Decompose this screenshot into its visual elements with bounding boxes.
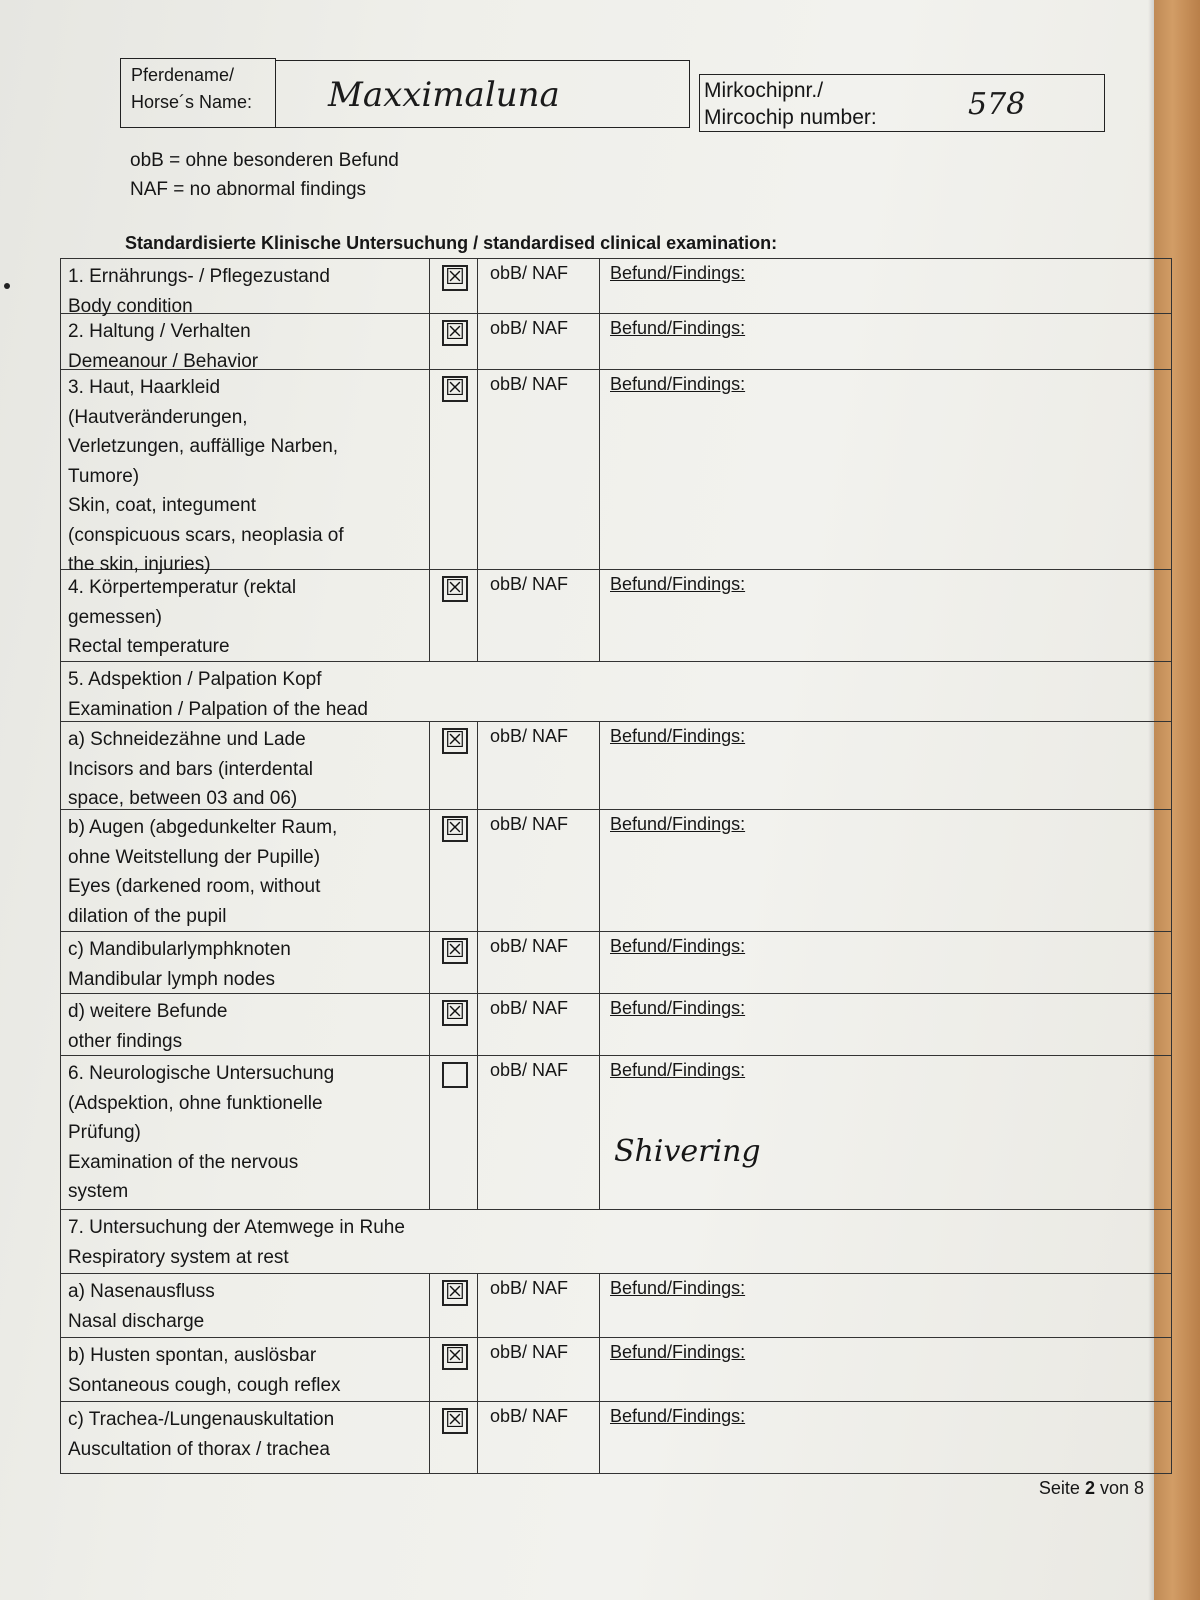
row-label: 4. Körpertemperatur (rektal gemessen) Rectal temperature bbox=[68, 577, 297, 657]
findings-cell[interactable] bbox=[599, 370, 1171, 569]
row-label: 2. Haltung / Verhalten Demeanour / Behavior bbox=[68, 321, 259, 372]
section-title: Standardisierte Klinische Untersuchung / standardised clinical examination: bbox=[125, 233, 778, 253]
exam-section-head bbox=[60, 662, 1172, 722]
exam-row-cough bbox=[60, 1338, 1172, 1402]
checkbox-cell bbox=[429, 370, 477, 569]
checkbox-icon[interactable]: ☒ bbox=[442, 938, 468, 964]
row-label: d) weitere Befunde other findings bbox=[68, 1001, 228, 1052]
row-label: b) Husten spontan, auslösbar Sontaneous cough, cough reflex bbox=[68, 1345, 341, 1396]
naf-label: obB/ NAF bbox=[477, 810, 599, 931]
findings-label: Befund/Findings: bbox=[610, 726, 746, 746]
checkbox-icon[interactable]: ☒ bbox=[442, 1344, 468, 1370]
findings-label: Befund/Findings: bbox=[610, 263, 746, 283]
findings-label: Befund/Findings: bbox=[610, 814, 746, 834]
naf-label: obB/ NAF bbox=[477, 994, 599, 1055]
checkbox-icon[interactable]: ☒ bbox=[442, 1000, 468, 1026]
checkbox-icon[interactable]: ☒ bbox=[442, 265, 468, 291]
horse-name-field[interactable] bbox=[276, 60, 690, 128]
findings-cell[interactable] bbox=[599, 810, 1171, 931]
exam-row-body-condition bbox=[60, 258, 1172, 317]
paper-mark bbox=[4, 283, 10, 289]
legend-line-naf: NAF = no abnormal findings bbox=[130, 179, 367, 200]
exam-row-nasal-discharge bbox=[60, 1274, 1172, 1338]
naf-label: obB/ NAF bbox=[477, 932, 599, 993]
findings-cell[interactable] bbox=[599, 932, 1171, 993]
checkbox-cell bbox=[429, 810, 477, 931]
microchip-label: Mirkochipnr./ Mircochip number: bbox=[704, 79, 877, 129]
exam-row-temperature bbox=[60, 570, 1172, 662]
microchip-field[interactable] bbox=[699, 74, 1105, 132]
naf-label: obB/ NAF bbox=[477, 1338, 599, 1401]
findings-label: Befund/Findings: bbox=[610, 1278, 746, 1298]
row-label: a) Nasenausfluss Nasal discharge bbox=[68, 1281, 215, 1332]
checkbox-icon[interactable]: ☒ bbox=[442, 728, 468, 754]
exam-row-other-findings bbox=[60, 994, 1172, 1056]
naf-label: obB/ NAF bbox=[477, 259, 599, 313]
findings-label: Befund/Findings: bbox=[610, 318, 746, 338]
findings-label: Befund/Findings: bbox=[610, 1406, 746, 1426]
row-label: b) Augen (abgedunkelter Raum, ohne Weitstellung der Pupille) Eyes (darkened room, without dilation of the pupil bbox=[68, 817, 338, 927]
findings-cell[interactable] bbox=[599, 994, 1171, 1055]
checkbox-icon[interactable]: ☒ bbox=[442, 1280, 468, 1306]
section-heading: 7. Untersuchung der Atemwege in Ruhe Respiratory system at rest bbox=[68, 1217, 405, 1268]
naf-label: obB/ NAF bbox=[477, 1402, 599, 1473]
page-current: 2 bbox=[1084, 1478, 1095, 1498]
findings-label: Befund/Findings: bbox=[610, 936, 746, 956]
row-label: 1. Ernährungs- / Pflegezustand Body condition bbox=[68, 266, 330, 317]
findings-label: Befund/Findings: bbox=[610, 374, 746, 394]
checkbox-icon[interactable]: ☒ bbox=[442, 376, 468, 402]
row-label: a) Schneidezähne und Lade Incisors and bars (interdental space, between 03 and 06) bbox=[68, 729, 314, 809]
row-label: c) Trachea-/Lungenauskultation Auscultation of thorax / trachea bbox=[68, 1409, 335, 1460]
naf-label: obB/ NAF bbox=[477, 1274, 599, 1337]
row-label: c) Mandibularlymphknoten Mandibular lymph nodes bbox=[68, 939, 291, 990]
exam-row-demeanour bbox=[60, 314, 1172, 370]
findings-cell[interactable] bbox=[599, 1274, 1171, 1337]
findings-cell[interactable] bbox=[599, 259, 1171, 313]
naf-label: obB/ NAF bbox=[477, 1056, 599, 1209]
findings-cell[interactable] bbox=[599, 314, 1171, 369]
checkbox-icon[interactable]: ☒ bbox=[442, 320, 468, 346]
checkbox-cell bbox=[429, 1274, 477, 1337]
findings-cell[interactable] bbox=[599, 722, 1171, 809]
page-suffix: von 8 bbox=[1094, 1478, 1144, 1498]
checkbox-cell bbox=[429, 722, 477, 809]
exam-row-skin-coat bbox=[60, 370, 1172, 575]
horse-name-value: Maxximaluna bbox=[328, 75, 560, 115]
checkbox-cell bbox=[429, 932, 477, 993]
page-number bbox=[1039, 1478, 1144, 1499]
findings-cell[interactable] bbox=[599, 1402, 1171, 1473]
checkbox-icon[interactable]: ☒ bbox=[442, 816, 468, 842]
exam-row-incisors bbox=[60, 722, 1172, 810]
findings-cell[interactable] bbox=[599, 1338, 1171, 1401]
microchip-value: 578 bbox=[968, 87, 1026, 122]
horse-name-label: Pferdename/ Horse´s Name: bbox=[120, 58, 276, 128]
checkbox-cell bbox=[429, 1338, 477, 1401]
checkbox-cell bbox=[429, 1056, 477, 1209]
naf-label: obB/ NAF bbox=[477, 370, 599, 569]
legend-line-obb: obB = ohne besonderen Befund bbox=[130, 150, 399, 171]
exam-row-auscultation bbox=[60, 1402, 1172, 1474]
checkbox-cell bbox=[429, 570, 477, 661]
findings-label: Befund/Findings: bbox=[610, 1060, 746, 1080]
horse-identification-header bbox=[120, 58, 1108, 136]
checkbox-cell bbox=[429, 994, 477, 1055]
checkbox-cell bbox=[429, 1402, 477, 1473]
page-prefix: Seite bbox=[1038, 1478, 1085, 1498]
section-heading: 5. Adspektion / Palpation Kopf Examination / Palpation of the head bbox=[68, 669, 368, 720]
checkbox-icon[interactable]: ☒ bbox=[442, 1408, 468, 1434]
findings-cell[interactable] bbox=[599, 570, 1171, 661]
row-label: 6. Neurologische Untersuchung (Adspektion, ohne funktionelle Prüfung) Examination of the nervous system bbox=[68, 1063, 335, 1202]
handwritten-finding: Shivering bbox=[614, 1134, 761, 1169]
exam-section-respiratory bbox=[60, 1210, 1172, 1274]
naf-label: obB/ NAF bbox=[477, 314, 599, 369]
exam-row-lymph-nodes bbox=[60, 932, 1172, 994]
naf-label: obB/ NAF bbox=[477, 570, 599, 661]
checkbox-cell bbox=[429, 259, 477, 313]
findings-label: Befund/Findings: bbox=[610, 1342, 746, 1362]
naf-label: obB/ NAF bbox=[477, 722, 599, 809]
findings-label: Befund/Findings: bbox=[610, 998, 746, 1018]
checkbox-icon[interactable] bbox=[442, 1062, 468, 1088]
row-label: 3. Haut, Haarkleid (Hautveränderungen, Verletzungen, auffällige Narben, Tumore) Skin, coat, integument (conspicuous scars, neoplasia of the skin, injuries) bbox=[68, 377, 344, 575]
exam-row-eyes bbox=[60, 810, 1172, 932]
findings-cell[interactable] bbox=[599, 1056, 1171, 1209]
abbreviation-legend bbox=[130, 146, 399, 204]
exam-row-neurological bbox=[60, 1056, 1172, 1210]
checkbox-cell bbox=[429, 314, 477, 369]
findings-label: Befund/Findings: bbox=[610, 574, 746, 594]
checkbox-icon[interactable]: ☒ bbox=[442, 576, 468, 602]
